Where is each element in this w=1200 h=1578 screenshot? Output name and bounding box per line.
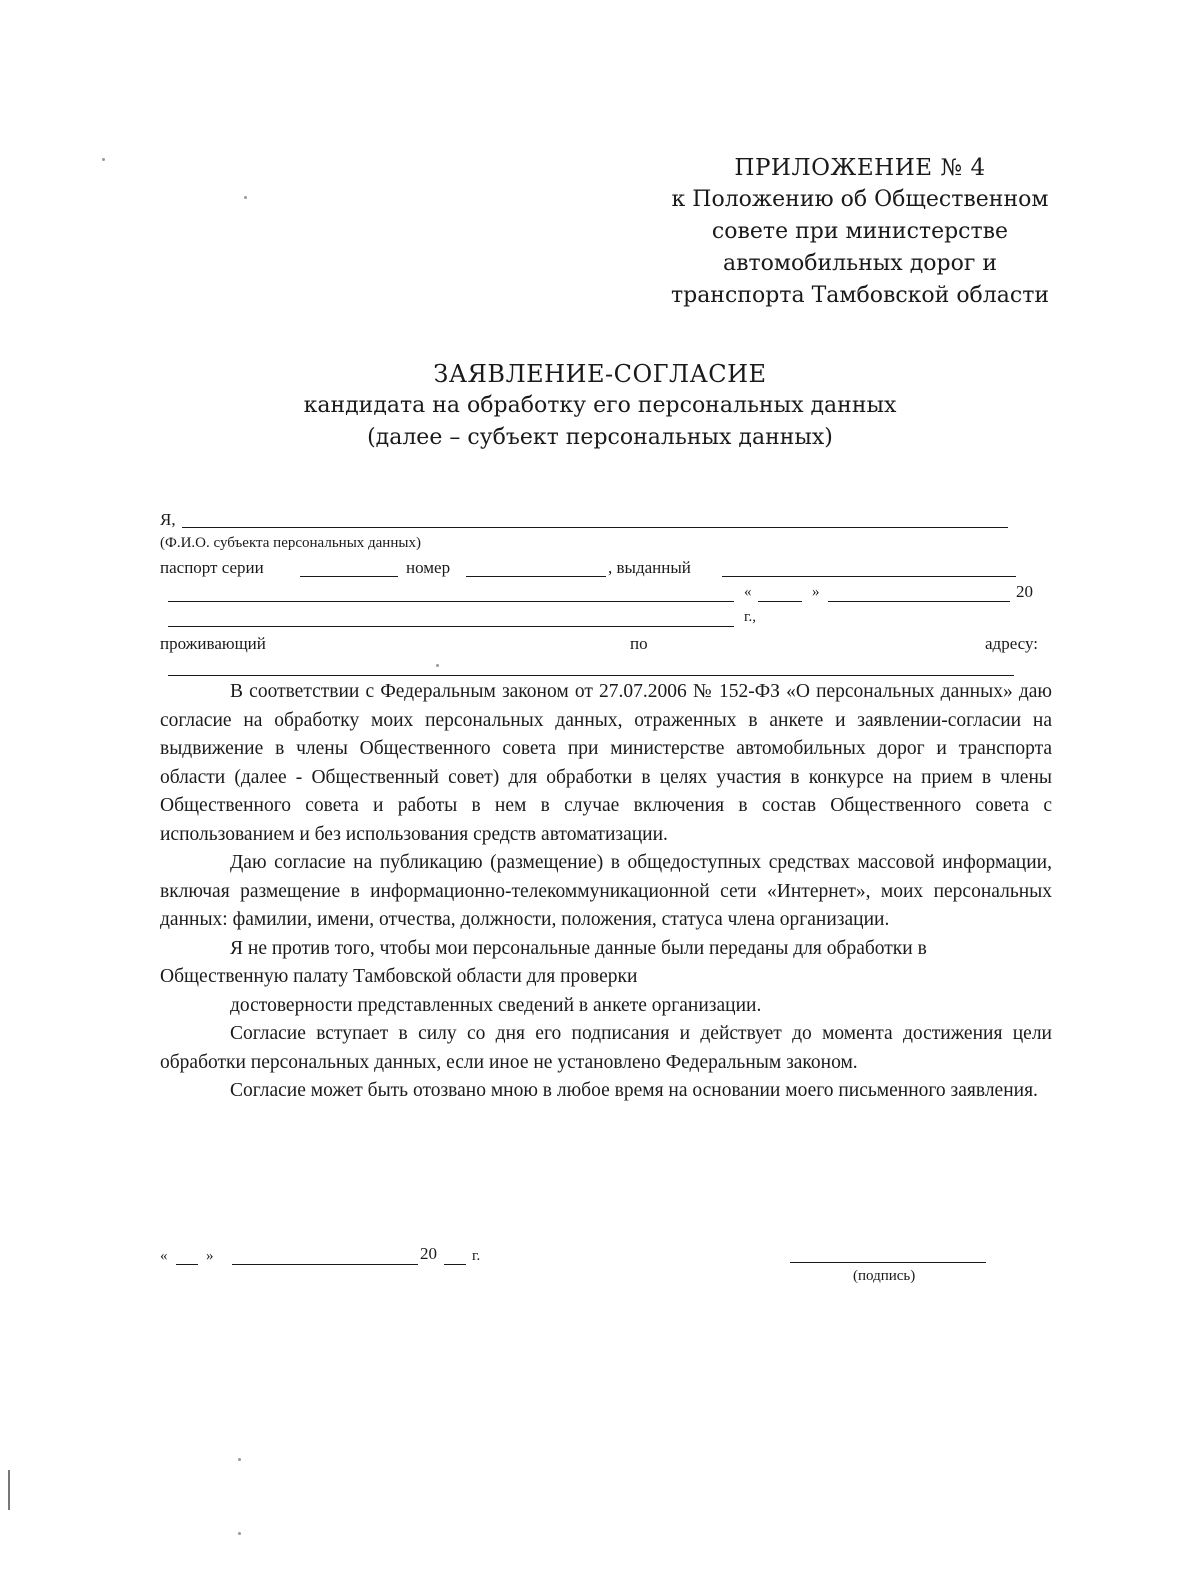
issued-by-field-3[interactable] [168,626,734,627]
scan-speck [238,1532,241,1535]
year-prefix: 20 [1016,582,1033,601]
appendix-line-4: транспорта Тамбовской области [670,283,1050,308]
document-subtitle-2: (далее – субъект персональных данных) [367,425,833,450]
label-address: адресу: [985,634,1038,653]
footer-year-suffix: г. [472,1248,481,1264]
quote-open: « [744,584,752,600]
label-passport-series: паспорт серии [160,558,264,577]
paragraph-3: Я не против того, чтобы мои персональные данные были переданы для обработки в Общественную палату Тамбовской области для проверки [160,937,927,987]
date-month-field[interactable] [232,1264,418,1265]
fio-field-line[interactable] [182,527,1008,528]
issue-month-field[interactable] [828,601,1010,602]
consent-body [160,678,1052,1106]
scan-speck [244,196,247,199]
label-residing: проживающий [160,634,266,653]
label-number: номер [406,558,451,577]
scan-speck [436,664,439,667]
footer-quote-open: « [160,1248,168,1264]
scan-speck [238,1458,241,1461]
address-field[interactable] [168,675,1014,676]
passport-series-field[interactable] [300,576,398,577]
document-heading [0,358,1200,454]
paragraph-4: Согласие вступает в силу со дня его подписания и действует до момента достижения цели обработки персональных данных, если иное не установлено Федеральным законом. [160,1023,1052,1073]
paragraph-2: Даю согласие на публикацию (размещение) в общедоступных средствах массовой информации, включая размещение в информационно-телекоммуникационной сети «Интернет», моих персональных данных: фамилии, имени, отчества, должности, положения, статуса члена организации. [160,852,1052,930]
paragraph-1: В соответствии с Федеральным законом от 27.07.2006 № 152-ФЗ «О персональных данных» даю согласие на обработку моих персональных данных, отраженных в анкете и заявлении-согласии на выдвижение в члены Общественного совета при министерстве автомобильных дорог и транспорта области (далее - Общественный совет) для обработки в целях участия в конкурсе на прием в члены Общественного совета и работы в нем в случае включения в состав Общественного совета с использованием и без использования средств автоматизации. [160,681,1052,845]
appendix-line-3: автомобильных дорог и [722,251,997,276]
fio-hint: (Ф.И.О. субъекта персональных данных) [160,535,421,551]
date-day-field[interactable] [176,1264,198,1265]
document-title: ЗАЯВЛЕНИЕ-СОГЛАСИЕ [433,360,767,388]
year-suffix: г., [744,609,756,625]
paragraph-3-cont: достоверности представленных сведений в анкете организации. [230,994,762,1016]
scan-edge-mark [8,1470,10,1510]
document-subtitle-1: кандидата на обработку его персональных данных [303,393,897,418]
appendix-line-1: к Положению об Общественном [671,187,1049,212]
label-by: по [630,634,648,653]
label-issued: , выданный [608,558,691,577]
footer-quote-close: » [206,1248,214,1264]
date-year-field[interactable] [444,1264,466,1265]
signature-field[interactable] [790,1262,986,1263]
footer-year: 20 [420,1244,437,1263]
appendix-title: ПРИЛОЖЕНИЕ № 4 [734,155,986,181]
issued-by-field-2[interactable] [168,601,734,602]
scan-speck [102,158,105,161]
label-ya: Я, [160,510,176,529]
quote-close: » [812,584,820,600]
passport-number-field[interactable] [466,576,606,577]
issued-by-field[interactable] [722,576,1016,577]
appendix-line-2: совете при министерстве [711,219,1009,244]
issue-day-field[interactable] [758,601,802,602]
appendix-block [560,152,1160,312]
paragraph-5: Согласие может быть отозвано мною в любое время на основании моего письменного заявления. [230,1080,1038,1101]
signature-hint: (подпись) [853,1268,916,1284]
